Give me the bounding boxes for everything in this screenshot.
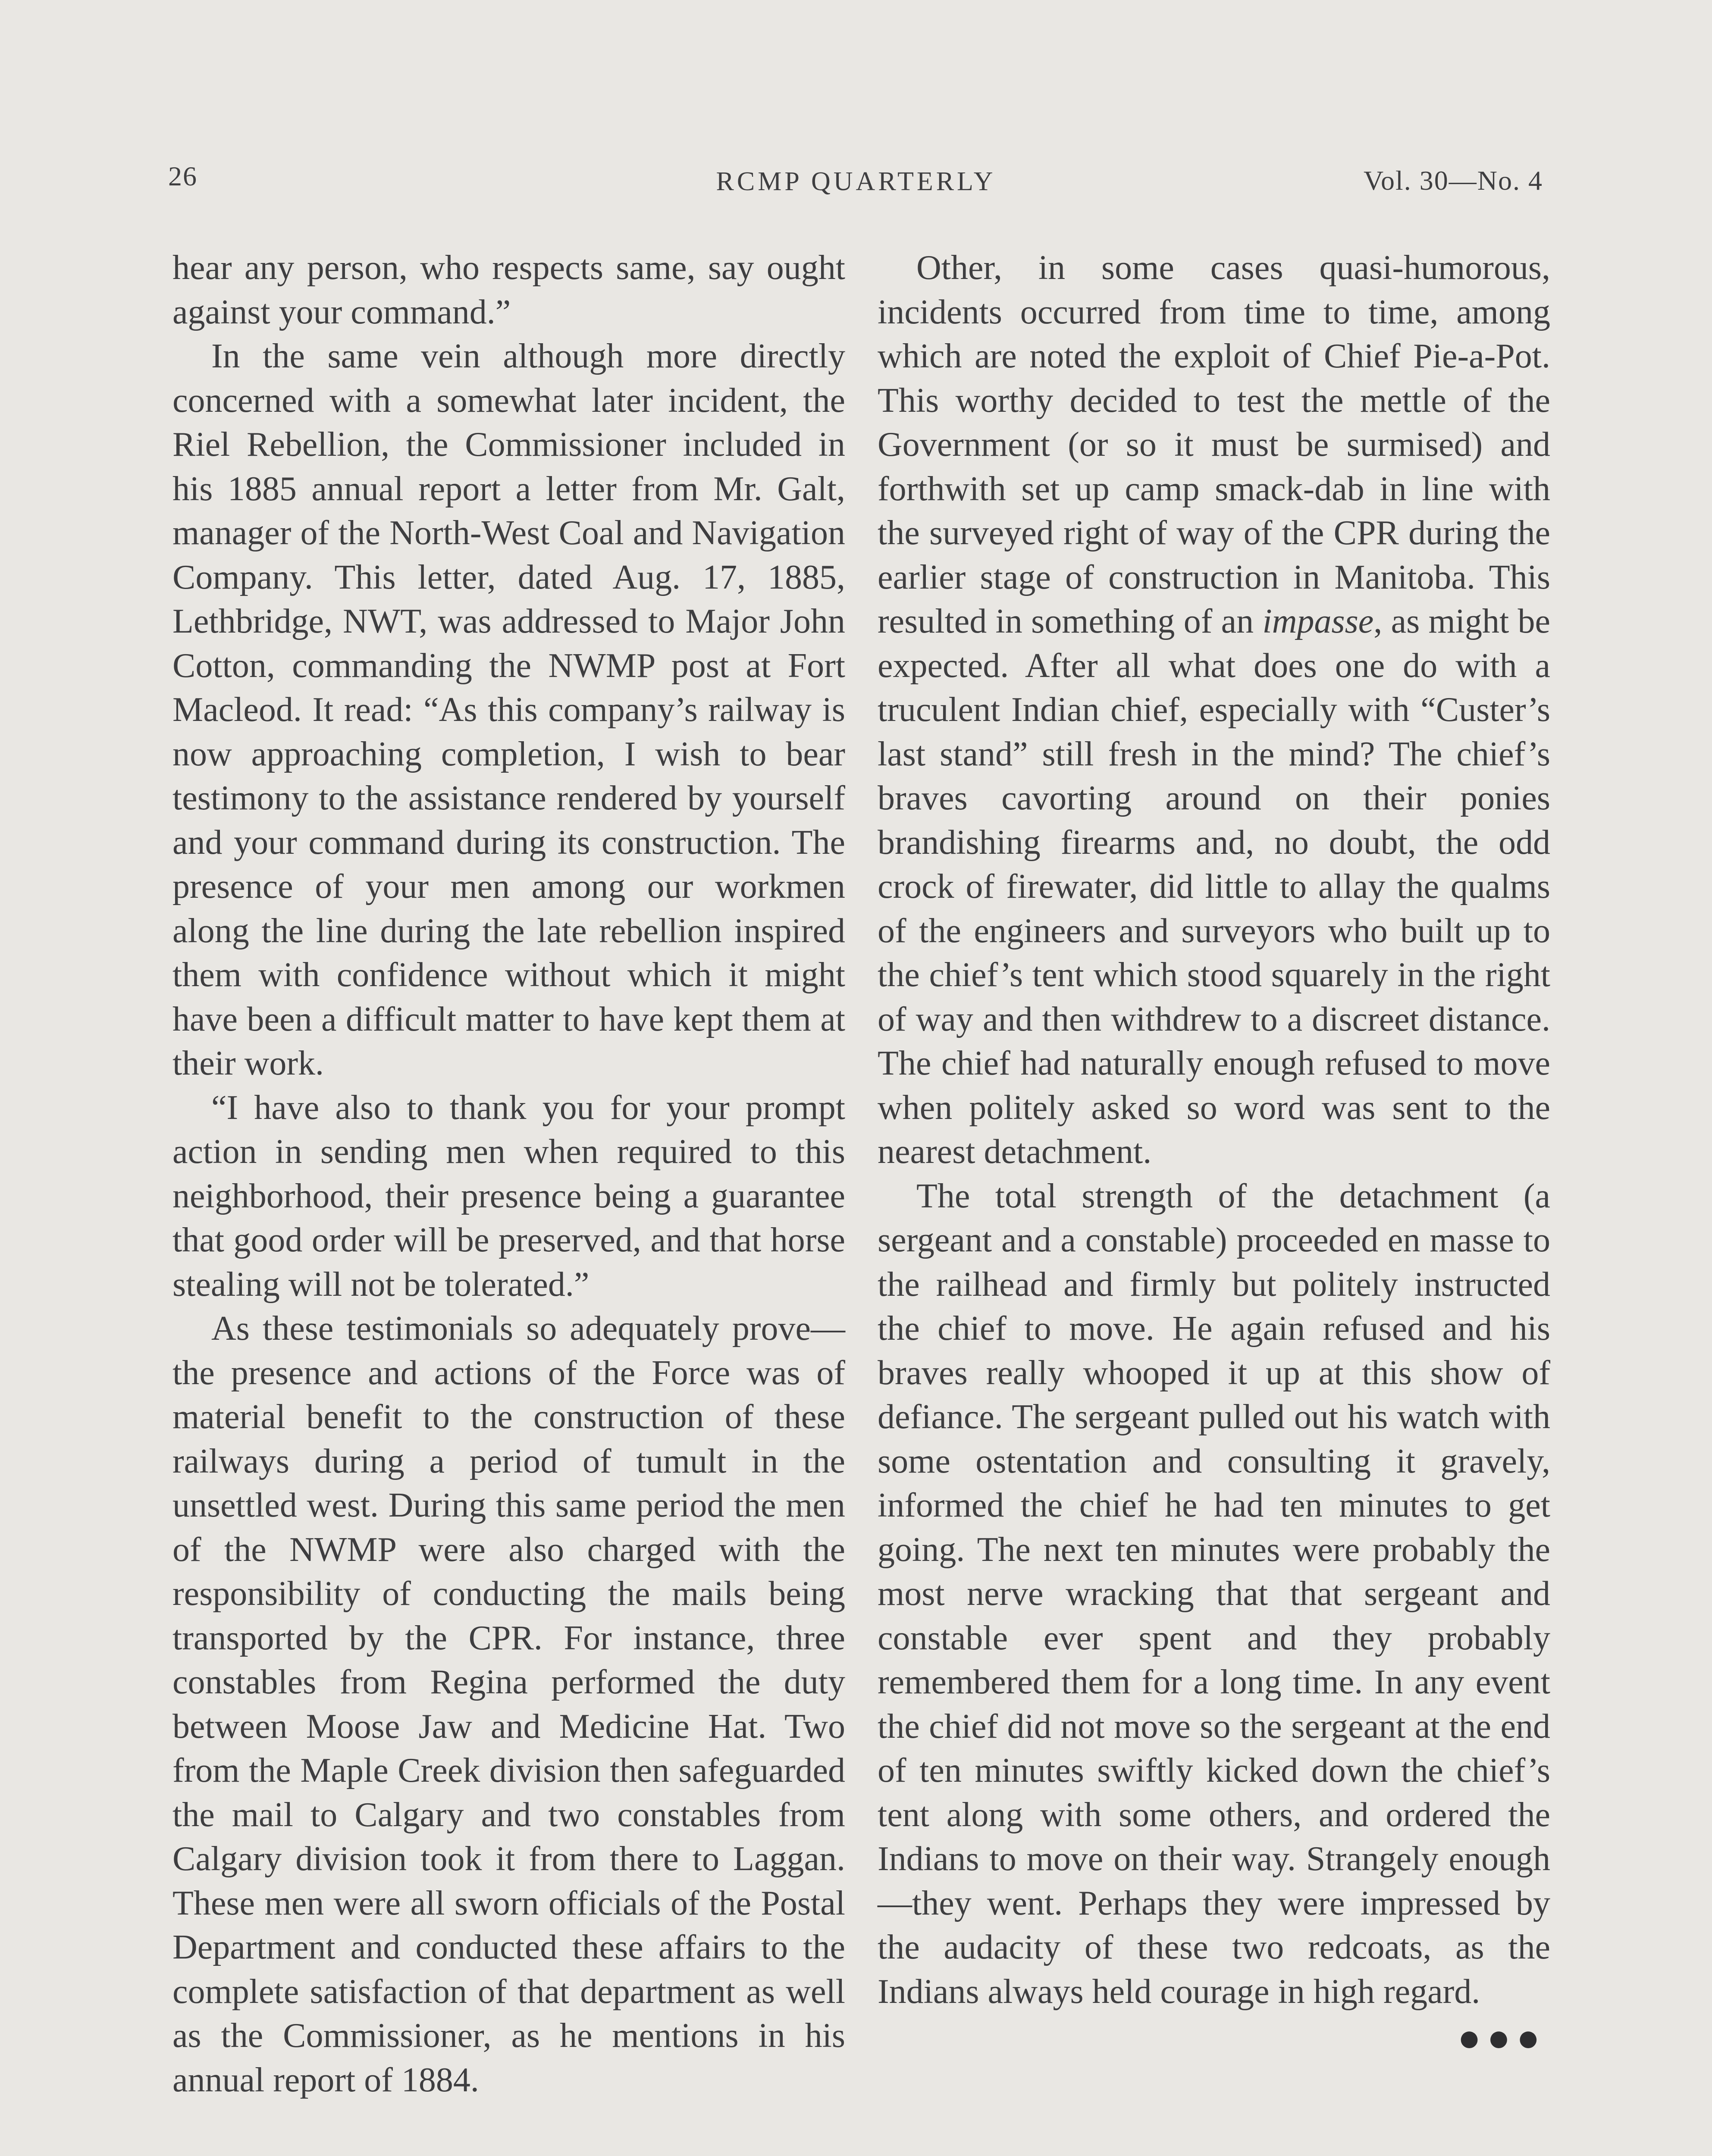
- page-header: [0, 160, 1712, 208]
- paragraph: As these testimonials so adequately prove—the presence and actions of the Force was of material benefit to the construction of these railways during a period of tumult in the unsettled west. During this same period the men of the NWMP were also charged with the responsibility of conducting the mails being transported by the CPR. For instance, three constables from Regina performed the duty between Moose Jaw and Medicine Hat. Two from the Maple Creek division then safeguarded the mail to Calgary and two constables from Calgary division took it from there to Laggan. These men were all sworn officials of the Postal Department and conducted these affairs to the complete satisfaction of that department as well as the Commissioner, as he mentions in his annual report of 1884.: [172, 1310, 845, 2099]
- left-column: [172, 246, 845, 2102]
- right-column: [878, 246, 1550, 2061]
- paragraph-text: , as might be expected. After all what does one do with a truculent Indian chief, especially with “Custer’s last stand” still fresh in the mind? The chief’s braves cavorting around on their ponies brandishing firearms and, no doubt, the odd crock of firewater, did little to allay the qualms of the engineers and surveyors who built up to the chief’s tent which stood squarely in the right of way and then withdrew to a discreet distance. The chief had naturally enough refused to move when politely asked so word was sent to the nearest detachment.: [878, 602, 1551, 1171]
- end-of-article-mark: ●●●: [1457, 2017, 1546, 2059]
- volume-issue: Vol. 30—No. 4: [1364, 165, 1543, 196]
- italic-word: impasse: [1262, 602, 1374, 640]
- paragraph: [878, 246, 1550, 1174]
- paragraph: “I have also to thank you for your prompt action in sending men when required to this neighborhood, their presence being a guarantee that good order will be preserved, and that horse stealing will not be tolerated.”: [172, 1088, 845, 1304]
- paragraph: The total strength of the detachment (a sergeant and a constable) proceeded en masse to the railhead and firmly but politely instructed the chief to move. He again refused and his braves really whooped it up at this show of defiance. The sergeant pulled out his watch with some ostentation and consulting it gravely, informed the chief he had ten minutes to get going. The next ten minutes were probably the most nerve wracking that that sergeant and constable ever spent and they probably remembered them for a long time. In any event the chief did not move so the sergeant at the end of ten minutes swiftly kicked down the chief’s tent along with some others, and ordered the Indians to move on their way. Strangely enough—they went. Perhaps they were impressed by the audacity of these two redcoats, as the Indians always held courage in high regard.: [878, 1177, 1550, 2011]
- page-number: 26: [168, 161, 198, 191]
- paragraph-text: Other, in some cases quasi-humorous, incidents occurred from time to time, among which are noted the exploit of Chief Pie-a-Pot. This worthy decided to test the mettle of the Government (or so it must be surmised) and forthwith set up camp smack-dab in line with the surveyed right of way of the CPR during the earlier stage of construction in Manitoba. This resulted in something of an: [878, 249, 1550, 640]
- paragraph: In the same vein although more directly concerned with a somewhat later incident, the Riel Rebellion, the Commissioner included in his 1885 annual report a letter from Mr. Galt, manager of the North-West Coal and Navigation Company. This letter, dated Aug. 17, 1885, Lethbridge, NWT, was addressed to Major John Cotton, commanding the NWMP post at Fort Macleod. It read: “As this company’s railway is now approaching completion, I wish to bear testimony to the assistance rendered by yourself and your command during its construction. The presence of your men among our workmen along the line during the late rebellion inspired them with confidence without which it might have been a difficult matter to have kept them at their work.: [172, 337, 845, 1082]
- paragraph: hear any person, who respects same, say ought against your command.”: [172, 249, 845, 331]
- journal-title: RCMP QUARTERLY: [716, 167, 996, 196]
